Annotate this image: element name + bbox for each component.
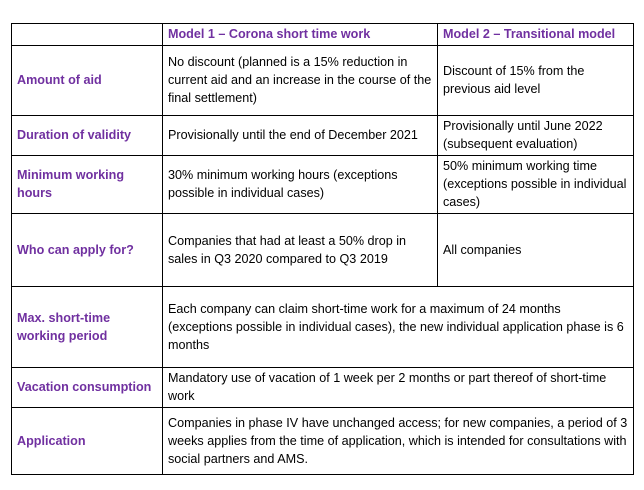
cell-model-2-minimum-working-hours: 50% minimum working time (exceptions possible in individual cases) <box>438 156 634 214</box>
cell-model-2-who-can-apply: All companies <box>438 214 634 287</box>
cell-model-2-amount-of-aid: Discount of 15% from the previous aid level <box>438 46 634 116</box>
table-row-vacation-consumption <box>12 368 634 408</box>
comparison-table <box>11 23 634 475</box>
row-label-max-short-time-working-period: Max. short-time working period <box>12 287 163 368</box>
row-label-duration-of-validity: Duration of validity <box>12 116 163 156</box>
cell-model-1-who-can-apply: Companies that had at least a 50% drop in sales in Q3 2020 compared to Q3 2019 <box>163 214 438 287</box>
header-model-2: Model 2 – Transitional model <box>438 24 634 46</box>
row-label-who-can-apply: Who can apply for? <box>12 214 163 287</box>
cell-combined-max-short-time-working-period: Each company can claim short-time work for a maximum of 24 months (exceptions possible in individual cases), the new individual application phase is 6 months <box>163 287 634 368</box>
cell-model-1-duration-of-validity: Provisionally until the end of December 2021 <box>163 116 438 156</box>
row-label-amount-of-aid: Amount of aid <box>12 46 163 116</box>
header-model-1: Model 1 – Corona short time work <box>163 24 438 46</box>
row-label-minimum-working-hours: Minimum working hours <box>12 156 163 214</box>
cell-combined-application: Companies in phase IV have unchanged access; for new companies, a period of 3 weeks applies from the time of application, which is intended for consultations with social partners and AMS. <box>163 408 634 475</box>
table-row-who-can-apply <box>12 214 634 287</box>
table-row-minimum-working-hours <box>12 156 634 214</box>
header-blank-cell <box>12 24 163 46</box>
table-row-max-short-time-working-period <box>12 287 634 368</box>
row-label-application: Application <box>12 408 163 475</box>
cell-combined-vacation-consumption: Mandatory use of vacation of 1 week per 2 months or part thereof of short-time work <box>163 368 634 408</box>
cell-model-1-minimum-working-hours: 30% minimum working hours (exceptions possible in individual cases) <box>163 156 438 214</box>
row-label-vacation-consumption: Vacation consumption <box>12 368 163 408</box>
table-row-amount-of-aid <box>12 46 634 116</box>
cell-model-2-duration-of-validity: Provisionally until June 2022 (subsequent evaluation) <box>438 116 634 156</box>
table-row-duration-of-validity <box>12 116 634 156</box>
table-header-row <box>12 24 634 46</box>
table-row-application <box>12 408 634 475</box>
cell-model-1-amount-of-aid: No discount (planned is a 15% reduction in current aid and an increase in the course of the final settlement) <box>163 46 438 116</box>
